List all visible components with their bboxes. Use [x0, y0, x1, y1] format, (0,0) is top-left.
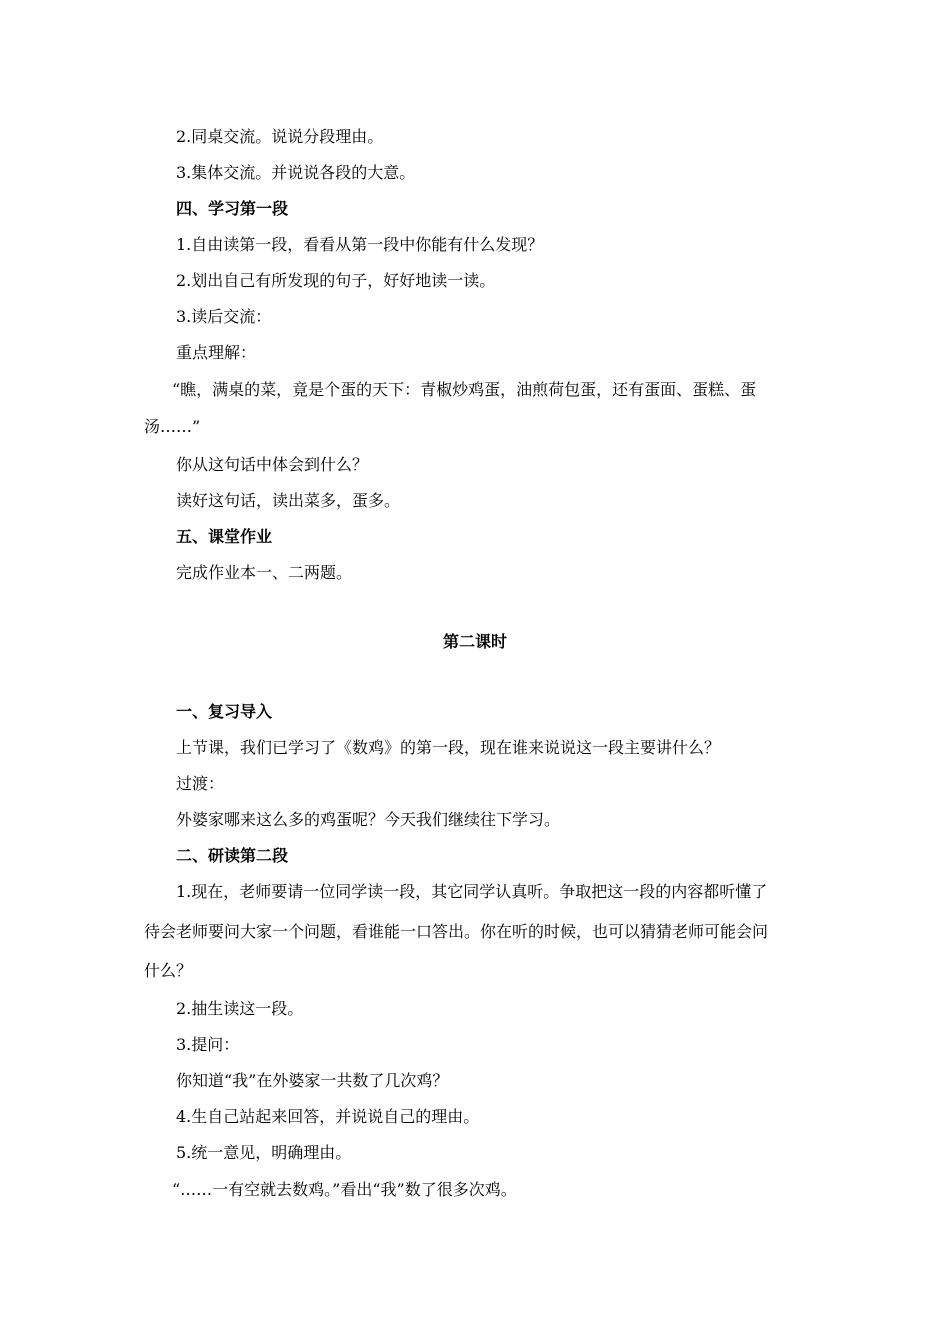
paragraph: 4.生自己站起来回答，并说说自己的理由。 — [176, 1107, 480, 1126]
paragraph: 1.自由读第一段，看看从第一段中你能有什么发现？ — [176, 235, 544, 254]
section-heading: 一、复习导入 — [176, 702, 273, 721]
paragraph: 过渡： — [176, 774, 225, 793]
paragraph: 什么？ — [144, 961, 193, 980]
paragraph: 读好这句话，读出菜多，蛋多。 — [176, 491, 401, 510]
section-heading: 二、研读第二段 — [176, 846, 289, 865]
paragraph: 1.现在，老师要请一位同学读一段，其它同学认真听。争取把这一段的内容都听懂了 — [176, 882, 768, 901]
paragraph: 待会老师要问大家一个问题，看谁能一口答出。你在听的时候，也可以猜猜老师可能会问 — [144, 922, 769, 941]
quote-line: “瞧，满桌的菜，竟是个蛋的天下：青椒炒鸡蛋，油煎荷包蛋，还有蛋面、蛋糕、蛋 — [172, 380, 757, 399]
quote-line: 汤……” — [144, 417, 201, 436]
paragraph: 3.集体交流。并说说各段的大意。 — [176, 163, 416, 182]
paragraph: 3.读后交流： — [176, 307, 272, 326]
paragraph: 2.划出自己有所发现的句子，好好地读一读。 — [176, 271, 496, 290]
quote-line: “……一有空就去数鸡。”看出“我”数了很多次鸡。 — [172, 1180, 517, 1199]
paragraph: 上节课，我们已学习了《数鸡》的第一段，现在谁来说说这一段主要讲什么？ — [176, 738, 721, 757]
section-heading: 五、课堂作业 — [176, 527, 273, 546]
section-heading: 四、学习第一段 — [176, 199, 289, 218]
paragraph: 重点理解： — [176, 343, 257, 362]
paragraph: 2.同桌交流。说说分段理由。 — [176, 127, 384, 146]
paragraph: 完成作业本一、二两题。 — [176, 563, 353, 582]
paragraph: 外婆家哪来这么多的鸡蛋呢？今天我们继续往下学习。 — [176, 810, 561, 829]
paragraph: 2.抽生读这一段。 — [176, 999, 304, 1018]
paragraph: 你从这句话中体会到什么？ — [176, 455, 369, 474]
paragraph: 你知道“我”在外婆家一共数了几次鸡？ — [176, 1071, 449, 1090]
lesson-title: 第二课时 — [442, 632, 507, 651]
paragraph: 3.提问： — [176, 1035, 240, 1054]
paragraph: 5.统一意见，明确理由。 — [176, 1143, 352, 1162]
